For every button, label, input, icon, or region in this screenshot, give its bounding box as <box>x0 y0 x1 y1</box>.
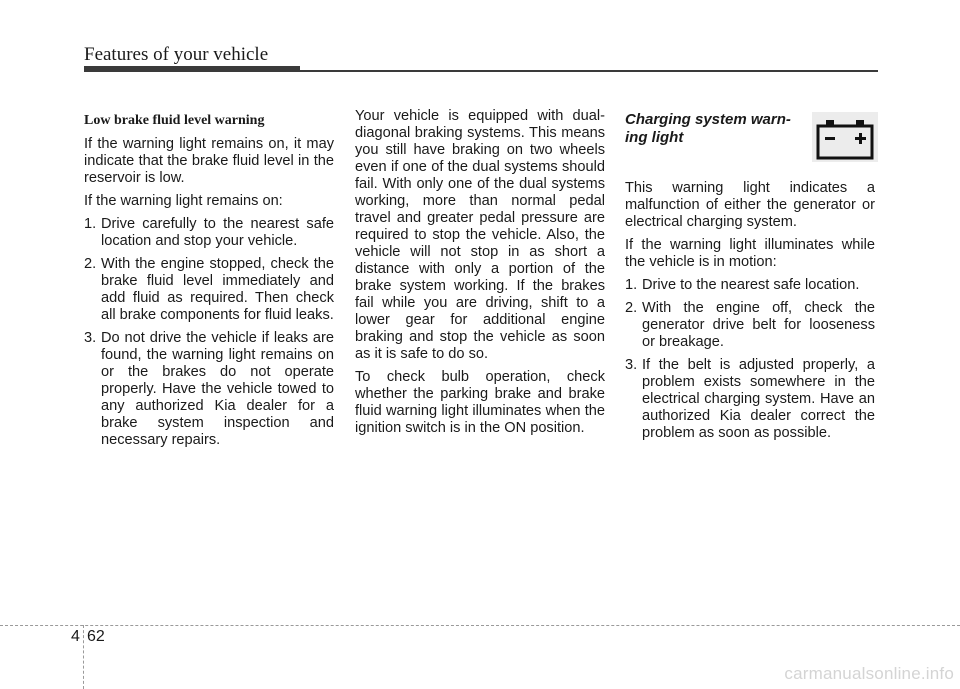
step-number: 2. <box>625 300 638 316</box>
header-rule <box>300 70 878 72</box>
step-number: 3. <box>84 330 97 346</box>
footer-rule <box>0 625 960 626</box>
paragraph: This warning light indicates a malfunction of either the generator or electrical charging system. <box>625 180 875 230</box>
page-number: 62 <box>87 628 105 645</box>
paragraph: Your vehicle is equipped with dual-diagonal braking systems. This means you still have braking on two wheels even if one of the dual systems should fail. With only one of the dual systems working, more than normal pedal travel and greater pedal pressure are required to stop the vehicle. Also, the vehicle will not stop in as short a distance with only a portion of the brake system working. If the brakes fail while you are driving, shift to a lower gear for additional engine braking and stop the vehicle as soon as it is safe to do so. <box>355 108 605 362</box>
step-number: 1. <box>625 277 638 293</box>
step-number: 1. <box>84 216 97 232</box>
chapter-number: 4 <box>71 628 80 645</box>
step-text: Drive to the nearest safe location. <box>642 277 860 293</box>
paragraph: If the warning light remains on, it may indicate that the brake fluid level in the reservoir is low. <box>84 136 334 186</box>
paragraph: If the warning light remains on: <box>84 193 283 209</box>
step-text: With the engine off, check the generator drive belt for looseness or breakage. <box>642 300 875 350</box>
watermark: carmanualsonline.info <box>784 664 954 683</box>
list-item <box>84 216 334 250</box>
step-text: With the engine stopped, check the brake fluid level immediately and add fluid as required. Then check all brake components for fluid leaks. <box>101 256 334 323</box>
section-title-line: ing light <box>625 129 684 146</box>
list-item <box>625 357 875 442</box>
steps-list <box>84 216 334 449</box>
list-item <box>625 300 875 351</box>
battery-warning-icon <box>812 112 878 162</box>
paragraph: If the warning light illuminates while the vehicle is in motion: <box>625 237 875 270</box>
step-text: If the belt is adjusted properly, a problem exists somewhere in the electrical charging system. Have an authorized Kia dealer correct the problem as soon as possible. <box>642 357 875 441</box>
list-item <box>625 277 875 294</box>
section-subheading: Low brake fluid level warning <box>84 113 265 128</box>
step-number: 3. <box>625 357 638 373</box>
step-text: Do not drive the vehicle if leaks are found, the warning light remains on or the brakes do not operate properly. Have the vehicle towed to any authorized Kia dealer for a brake system inspection and necessary repairs. <box>101 330 334 448</box>
list-item <box>84 330 334 449</box>
battery-icon-graphic <box>812 112 878 162</box>
header-bar <box>84 66 300 72</box>
section-title-line: Charging system warn- <box>625 111 791 128</box>
step-number: 2. <box>84 256 97 272</box>
column-dual-braking <box>355 108 605 443</box>
page-header-title: Features of your vehicle <box>84 44 269 65</box>
step-text: Drive carefully to the nearest safe location and stop your vehicle. <box>101 216 334 249</box>
list-item <box>84 256 334 324</box>
footer-divider <box>83 625 84 689</box>
steps-list <box>625 277 875 442</box>
paragraph: To check bulb operation, check whether the parking brake and brake fluid warning light illuminates when the ignition switch is in the ON position. <box>355 369 605 436</box>
section-title <box>625 111 795 147</box>
column-brake-fluid <box>84 108 334 455</box>
